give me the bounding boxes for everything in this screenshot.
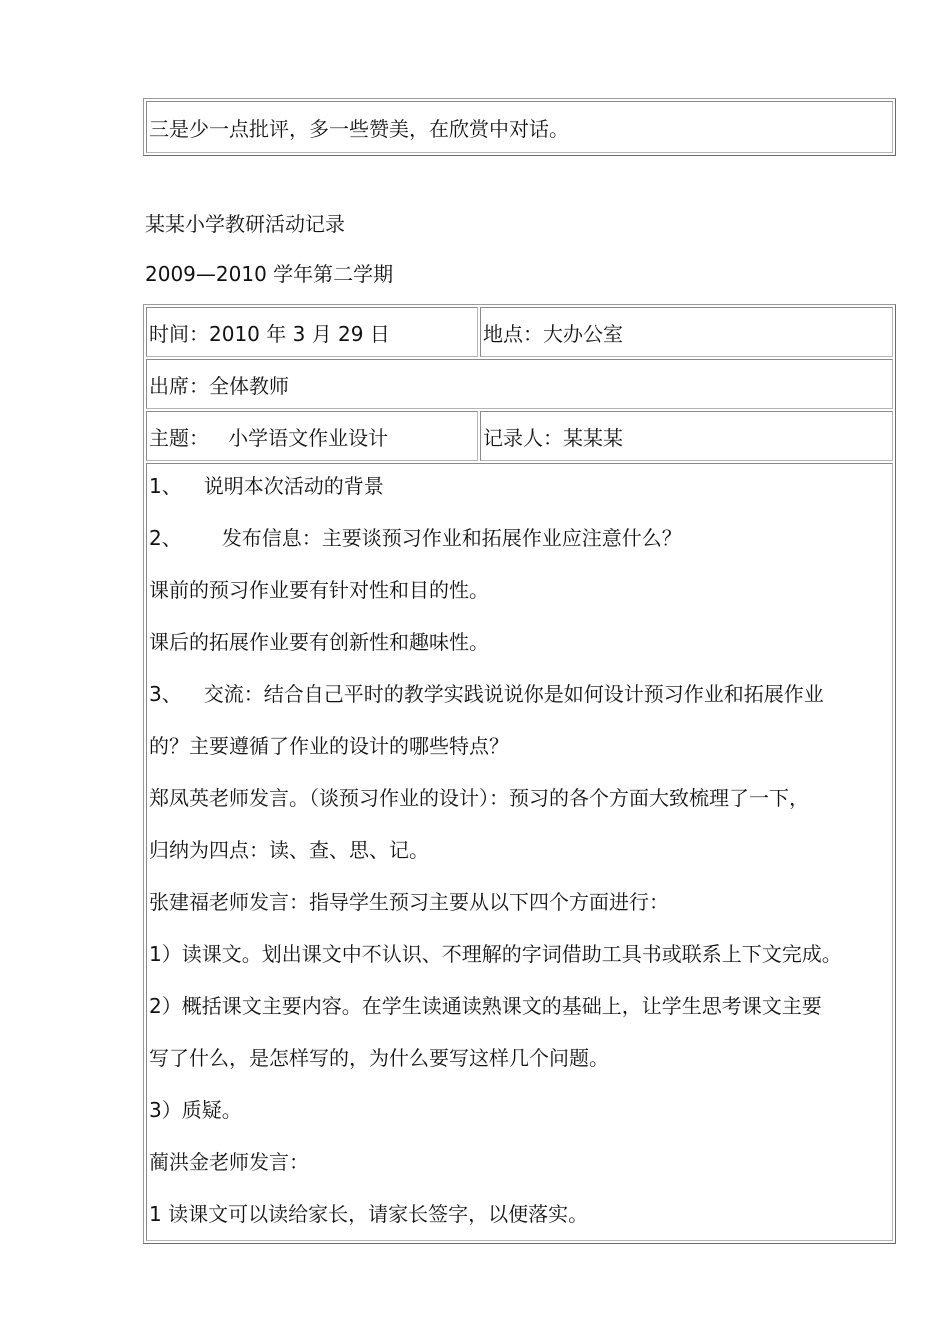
record-line: 写了什么，是怎样写的，为什么要写这样几个问题。 [149,1046,609,1070]
record-line: 2）概括课文主要内容。在学生读通读熟课文的基础上，让学生思考课文主要 [149,994,822,1018]
location-cell: 地点：大办公室 [480,307,893,357]
record-line: 2、 发布信息：主要谈预习作业和拓展作业应注意什么？ [149,526,682,550]
topic-cell [146,411,478,461]
record-line: 蔺洪金老师发言： [149,1150,309,1174]
record-line: 3）质疑。 [149,1098,242,1122]
record-line: 课后的拓展作业要有创新性和趣味性。 [149,630,489,654]
record-content-cell [146,463,893,1241]
topic-text: 主题： 小学语文作业设计 [149,425,389,450]
record-line: 课前的预习作业要有针对性和目的性。 [149,578,489,602]
record-line: 郑凤英老师发言。（谈预习作业的设计）：预习的各个方面大致梳理了一下， [149,786,809,810]
record-line: 1）读课文。划出课文中不认识、不理解的字词借助工具书或联系上下文完成。 [149,942,842,966]
attendees-cell: 出席：全体教师 [146,359,893,409]
time-cell: 时间：2010 年 3 月 29 日 [146,307,478,357]
record-line: 1 读课文可以读给家长，请家长签字，以便落实。 [149,1202,589,1226]
activity-record-table [143,304,896,1244]
record-line: 的？主要遵循了作业的设计的哪些特点？ [149,734,509,758]
school-term: 2009—2010 学年第二学期 [145,262,394,286]
record-line: 张建福老师发言：指导学生预习主要从以下四个方面进行： [149,890,669,914]
continuation-table [143,98,896,156]
document-title: 某某小学教研活动记录 [145,212,345,236]
record-line: 1、 说明本次活动的背景 [149,474,384,498]
recorder-cell: 记录人：某某某 [480,411,893,461]
record-line: 3、 交流：结合自己平时的教学实践说说你是如何设计预习作业和拓展作业 [149,682,824,706]
record-line: 归纳为四点：读、查、思、记。 [149,838,429,862]
continuation-cell: 三是少一点批评，多一些赞美，在欣赏中对话。 [146,101,893,153]
